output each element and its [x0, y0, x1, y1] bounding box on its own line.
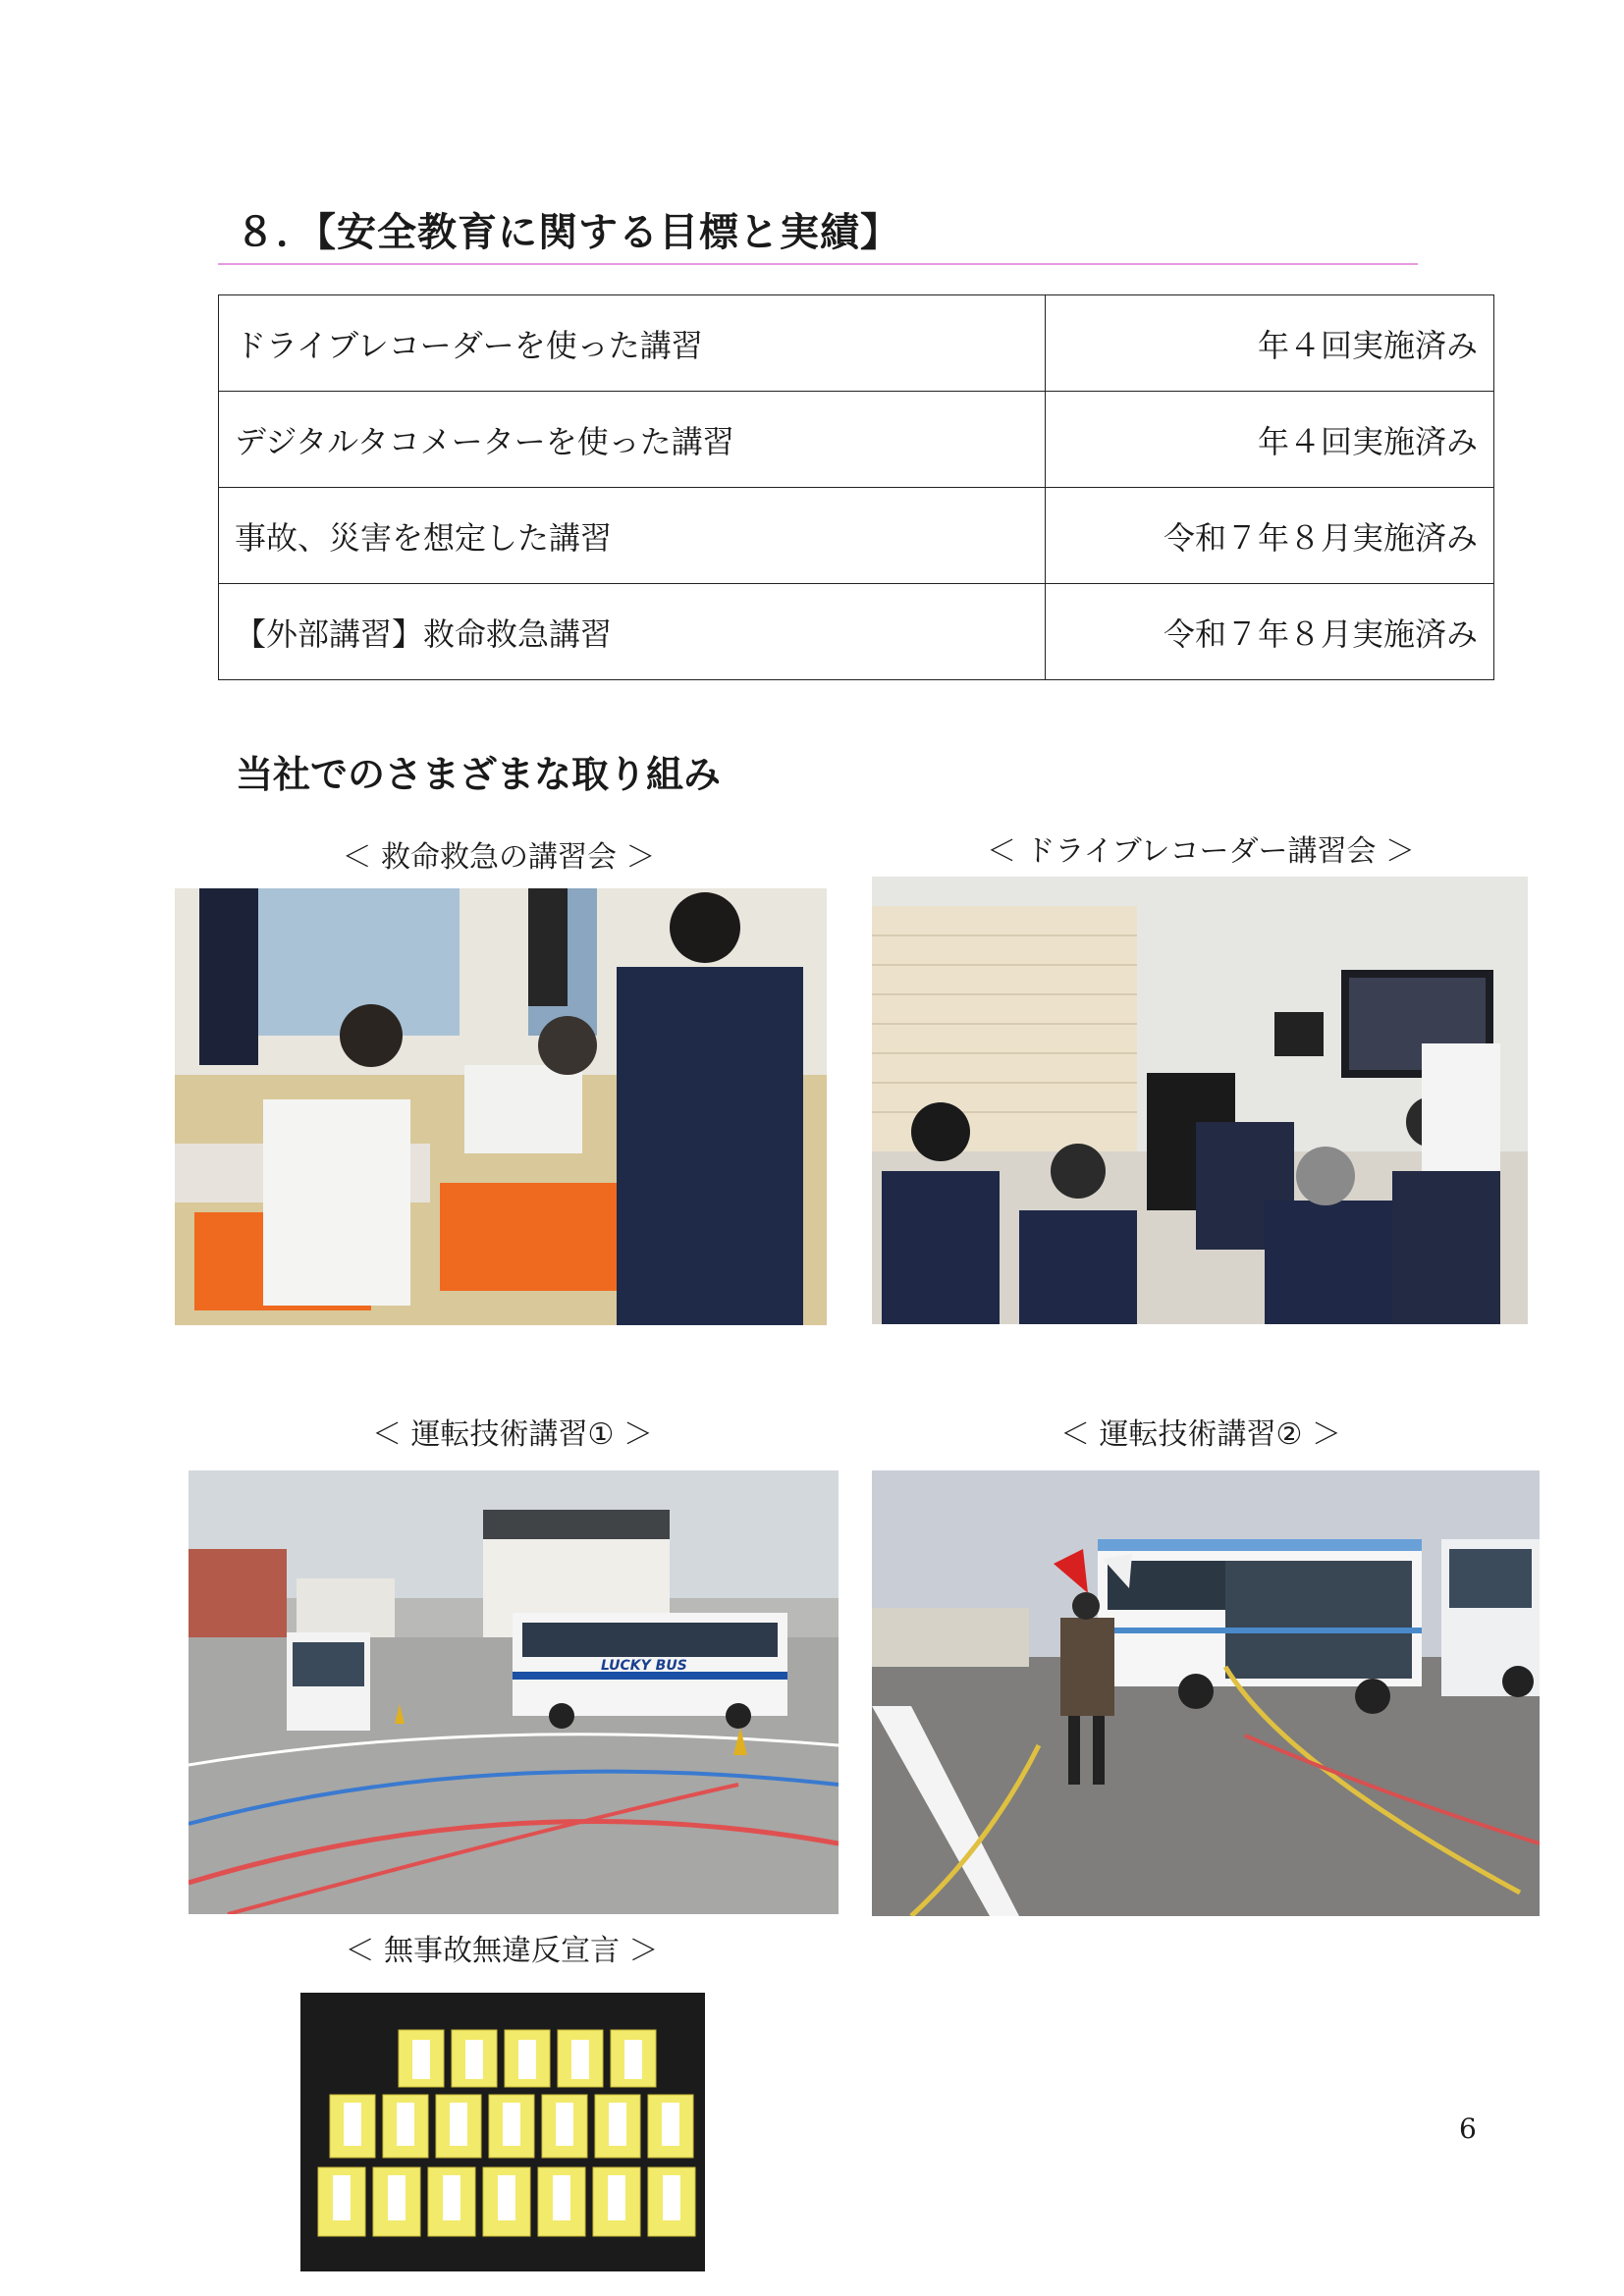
activities-title: 当社でのさまざまな取り組み: [236, 753, 722, 796]
photo-caption-driving-skills-1: ＜ 運転技術講習① ＞: [372, 1417, 653, 1452]
table-cell-item: ドライブレコーダーを使った講習: [219, 295, 1046, 392]
table-cell-result: 令和７年８月実施済み: [1046, 584, 1494, 680]
photo-driving-skills-1: [189, 1470, 839, 1914]
table-row: [219, 392, 1494, 488]
table-cell-item: 事故、災害を想定した講習: [219, 488, 1046, 584]
table-row: [219, 488, 1494, 584]
section-divider: [218, 263, 1418, 265]
photo-caption-drive-recorder: ＜ ドライブレコーダー講習会 ＞: [986, 834, 1416, 869]
photo-drive-recorder-seminar: [872, 877, 1528, 1324]
table-cell-item: デジタルタコメーターを使った講習: [219, 392, 1046, 488]
table-row: [219, 295, 1494, 392]
page-number: 6: [1459, 2112, 1477, 2145]
bus-lettering: LUCKY BUS: [601, 1658, 687, 1674]
photo-caption-first-aid: ＜ 救命救急の講習会 ＞: [342, 840, 656, 875]
table-cell-result: 年４回実施済み: [1046, 392, 1494, 488]
table-cell-result: 令和７年８月実施済み: [1046, 488, 1494, 584]
photo-caption-declaration: ＜ 無事故無違反宣言 ＞: [345, 1934, 659, 1968]
photo-caption-driving-skills-2: ＜ 運転技術講習② ＞: [1060, 1417, 1341, 1452]
table-cell-item: 【外部講習】救命救急講習: [219, 584, 1046, 680]
photo-driving-skills-2: [872, 1470, 1540, 1916]
goals-table: [218, 294, 1494, 680]
photo-no-accident-declaration: [300, 1993, 705, 2271]
table-cell-result: 年４回実施済み: [1046, 295, 1494, 392]
section-title: ８．【安全教育に関する目標と実績】: [236, 210, 900, 255]
table-row: [219, 584, 1494, 680]
photo-first-aid-training: [175, 888, 827, 1325]
